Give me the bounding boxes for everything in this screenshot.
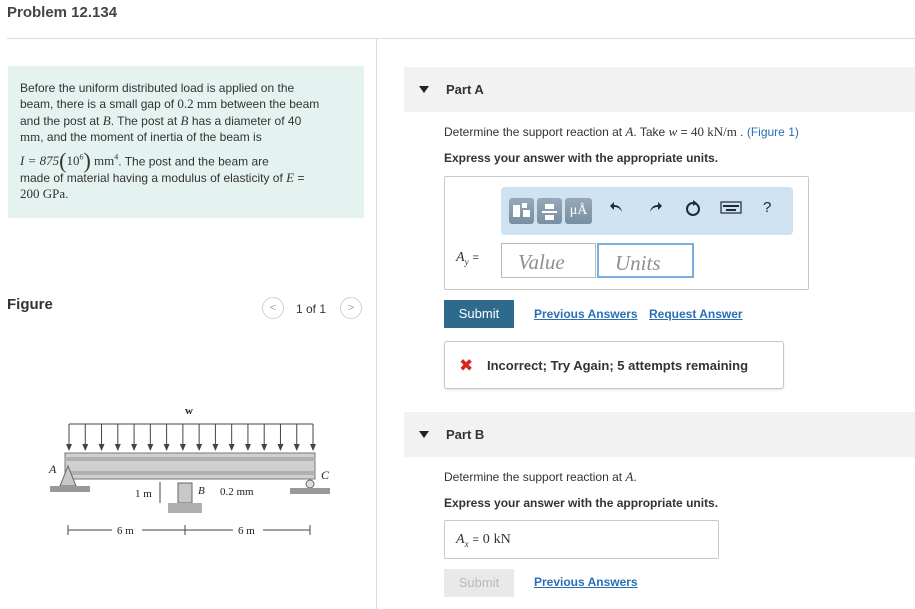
statement-line-3-end: has a diameter of 40 bbox=[191, 113, 302, 128]
point-b: B bbox=[102, 112, 111, 128]
part-a-header[interactable] bbox=[404, 67, 915, 112]
part-a-submit-button[interactable]: Submit bbox=[444, 300, 514, 328]
feedback-text: Incorrect; Try Again; 5 attempts remaining bbox=[487, 358, 749, 373]
statement-line-2: beam, there is a small gap of bbox=[20, 97, 175, 112]
redo-icon[interactable] bbox=[647, 199, 663, 220]
part-b-header[interactable] bbox=[404, 412, 915, 457]
point-b: B bbox=[180, 112, 189, 128]
collapse-caret-icon[interactable] bbox=[419, 431, 429, 438]
support-a-label: A bbox=[49, 462, 57, 476]
gap-value: 0.2 mm bbox=[177, 96, 218, 112]
feedback-incorrect bbox=[444, 341, 784, 389]
part-b-submit-button: Submit bbox=[444, 569, 514, 597]
part-a-variable bbox=[456, 248, 479, 267]
modulus-symbol: E bbox=[286, 169, 295, 185]
load-arrow-head bbox=[196, 444, 202, 451]
roller-support-c bbox=[290, 480, 330, 494]
load-arrow-head bbox=[99, 444, 105, 451]
part-b-answer bbox=[456, 530, 511, 549]
value-input[interactable]: Value bbox=[501, 243, 596, 278]
incorrect-x-icon: ✖ bbox=[459, 356, 474, 375]
part-b-question-var: A bbox=[625, 469, 634, 484]
load-arrow-head bbox=[212, 444, 218, 451]
part-b-answer-value: 0 bbox=[482, 532, 490, 547]
beam-figure bbox=[40, 400, 340, 550]
beam-flange-lower bbox=[65, 471, 315, 475]
gap-label: 0.2 mm bbox=[220, 486, 254, 498]
part-a-instruction: Express your answer with the appropriate units. bbox=[444, 151, 719, 165]
w-symbol: w bbox=[668, 124, 678, 139]
w-value: 40 kN/m bbox=[690, 124, 737, 139]
part-b-variable-symbol: A bbox=[456, 532, 465, 547]
problem-title: Problem 12.134 bbox=[7, 4, 118, 21]
support-c-label: C bbox=[321, 468, 330, 482]
statement-period: . bbox=[65, 187, 69, 202]
units-button[interactable]: μÅ bbox=[565, 198, 592, 224]
load-arrow-head bbox=[261, 444, 267, 451]
inertia-lhs: I = 875 bbox=[20, 152, 60, 168]
inertia-unit: mm bbox=[94, 152, 115, 168]
statement-line-1: Before the uniform distributed load is applied on the bbox=[20, 81, 295, 95]
part-b-answer-box bbox=[444, 520, 719, 559]
load-arrow-head bbox=[277, 444, 283, 451]
templates-button[interactable] bbox=[509, 198, 534, 224]
load-arrow-head bbox=[82, 444, 88, 451]
column-divider bbox=[376, 39, 377, 609]
load-arrow-head bbox=[147, 444, 153, 451]
figure-heading: Figure bbox=[7, 296, 53, 313]
load-arrow-head bbox=[294, 444, 300, 451]
load-arrows bbox=[66, 424, 316, 451]
header-divider bbox=[7, 38, 915, 39]
load-arrow-head bbox=[245, 444, 251, 451]
post-length-label: 1 m bbox=[135, 488, 152, 500]
statement-line-3: and the post at bbox=[20, 113, 100, 128]
part-b-instruction: Express your answer with the appropriate units. bbox=[444, 496, 719, 510]
request-answer-link[interactable]: Request Answer bbox=[649, 307, 743, 321]
keyboard-icon[interactable] bbox=[720, 199, 742, 220]
statement-line-3-mid: . The post at bbox=[110, 113, 178, 128]
part-b-title: Part B bbox=[446, 427, 485, 442]
part-a-question-text: Determine the support reaction at bbox=[444, 125, 623, 139]
figure-link[interactable]: (Figure 1) bbox=[746, 125, 799, 139]
part-b-answer-unit: kN bbox=[493, 532, 511, 547]
inertia-base: 10 bbox=[66, 152, 80, 168]
part-b-variable-sub: x bbox=[464, 538, 469, 549]
w-equals: = bbox=[680, 125, 688, 139]
load-label: w bbox=[185, 405, 193, 417]
part-b-question bbox=[444, 469, 637, 485]
part-a-question-var: A bbox=[625, 124, 634, 139]
part-a-question-period: . bbox=[740, 125, 744, 139]
post-base bbox=[168, 503, 202, 513]
beam-flange bbox=[65, 457, 315, 461]
support-b-label: B bbox=[198, 485, 205, 497]
load-arrow-head bbox=[131, 444, 137, 451]
part-b-equals: = bbox=[472, 534, 479, 546]
part-b-question-text: Determine the support reaction at bbox=[444, 470, 623, 484]
inertia-unit-exponent: 4 bbox=[114, 152, 119, 162]
chevron-left-icon: < bbox=[269, 302, 277, 314]
chevron-right-icon: > bbox=[347, 302, 355, 314]
modulus-equals: = bbox=[297, 170, 305, 185]
part-a-equals: = bbox=[472, 252, 479, 264]
reset-icon[interactable] bbox=[684, 199, 702, 222]
part-a-title: Part A bbox=[446, 82, 484, 97]
statement-line-4: , and the moment of inertia of the beam is bbox=[40, 130, 262, 145]
modulus-value: 200 GPa bbox=[20, 186, 66, 202]
figure-next-button[interactable] bbox=[340, 297, 362, 319]
statement-line-6: made of material having a modulus of elasticity of bbox=[20, 170, 283, 185]
statement-line-5-end: . The post and the beam are bbox=[118, 153, 269, 168]
load-arrow-head bbox=[229, 444, 235, 451]
part-a-question-mid: . Take bbox=[633, 125, 666, 139]
help-button[interactable]: ? bbox=[763, 199, 772, 216]
load-arrow-head bbox=[164, 444, 170, 451]
part-a-variable-symbol: A bbox=[456, 250, 465, 265]
post-b bbox=[178, 483, 192, 503]
part-b-question-period: . bbox=[633, 470, 637, 484]
part-b-previous-answers-link[interactable]: Previous Answers bbox=[534, 575, 638, 589]
inertia-exponent: 6 bbox=[79, 152, 84, 162]
templates-icon bbox=[509, 198, 534, 224]
part-a-variable-sub: y bbox=[464, 256, 469, 267]
part-a-question bbox=[444, 124, 799, 140]
part-a-previous-answers-link[interactable]: Previous Answers bbox=[534, 307, 638, 321]
collapse-caret-icon[interactable] bbox=[419, 86, 429, 93]
math-toolbar bbox=[501, 187, 793, 235]
load-arrow-head bbox=[66, 444, 72, 451]
load-arrow-head bbox=[310, 444, 316, 451]
inertia-expression: $I = 875(10^6)$ $mm^4$ bbox=[20, 147, 119, 173]
fraction-icon bbox=[537, 198, 562, 224]
units-input[interactable]: Units bbox=[597, 243, 694, 278]
span-right-label: 6 m bbox=[238, 525, 255, 537]
undo-icon[interactable] bbox=[609, 199, 625, 220]
diameter-unit: mm bbox=[20, 129, 41, 145]
load-arrow-head bbox=[115, 444, 121, 451]
span-left-label: 6 m bbox=[117, 525, 134, 537]
figure-prev-button[interactable] bbox=[262, 297, 284, 319]
templates-extra-button[interactable] bbox=[537, 198, 562, 224]
load-arrow-head bbox=[180, 444, 186, 451]
figure-pagination: 1 of 1 bbox=[296, 302, 327, 316]
statement-line-2-end: between the beam bbox=[220, 97, 320, 112]
problem-statement bbox=[8, 66, 364, 218]
beam bbox=[65, 453, 315, 479]
